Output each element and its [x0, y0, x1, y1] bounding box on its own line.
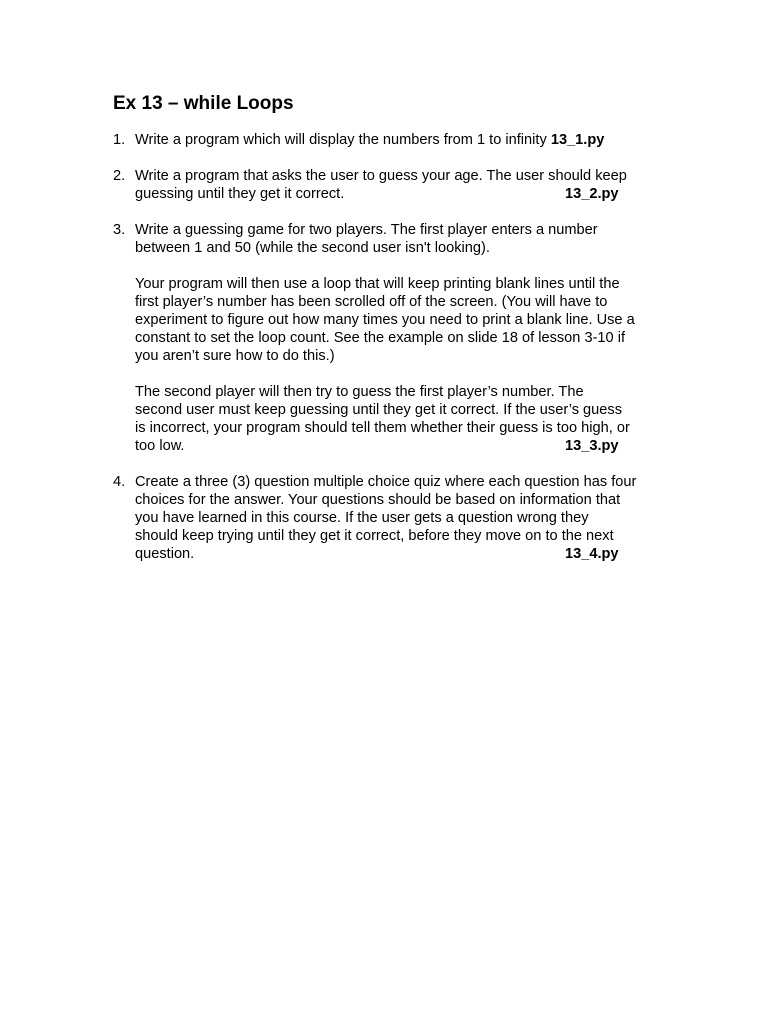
item-text: Write a program which will display the numbers from 1 to infinity 13_1.py: [135, 132, 605, 148]
exercise-item-1: [113, 131, 673, 149]
page-title: Ex 13 – while Loops: [113, 93, 294, 114]
item-text: Write a guessing game for two players. The first player enters a number between 1 and 50 (while the second user isn't looking).: [135, 222, 598, 256]
item-number: 2.: [113, 168, 126, 184]
item-text: Your program will then use a loop that will keep printing blank lines until the first player’s number has been scrolled off of the screen. (You will have to experiment to figure out how many times you need to print a blank line. Use a constant to set the loop count. See the example on slide 18 of lesson 3-10 if you aren’t sure how to do this.): [135, 276, 635, 364]
item-number: 3.: [113, 222, 126, 238]
exercise-item-3: [113, 221, 673, 455]
file-name: 13_4.py: [565, 546, 619, 562]
file-name: 13_2.py: [565, 186, 619, 202]
item-number: 4.: [113, 474, 126, 490]
item-text: Create a three (3) question multiple choice quiz where each question has four choices for the answer. Your questions should be based on information that you have learned in this course. If the user gets a question wrong they should keep trying until they get it correct, before they move on to the next question. 13_4.py: [135, 474, 637, 562]
item-number: 1.: [113, 132, 126, 148]
document-page: [113, 92, 673, 581]
item-text: The second player will then try to guess the first player’s number. The second user must keep guessing until they get it correct. If the user’s guess is incorrect, your program should tell them whether their guess is too high, or too low. 13_3.py: [135, 384, 630, 454]
file-name: 13_3.py: [565, 438, 619, 454]
file-name: 13_1.py: [550, 132, 605, 148]
exercise-item-4: [113, 473, 673, 563]
exercise-list: [113, 131, 673, 563]
exercise-item-2: [113, 167, 673, 203]
item-text: Write a program that asks the user to guess your age. The user should keep guessing until they get it correct. 13_2.py: [135, 168, 627, 202]
